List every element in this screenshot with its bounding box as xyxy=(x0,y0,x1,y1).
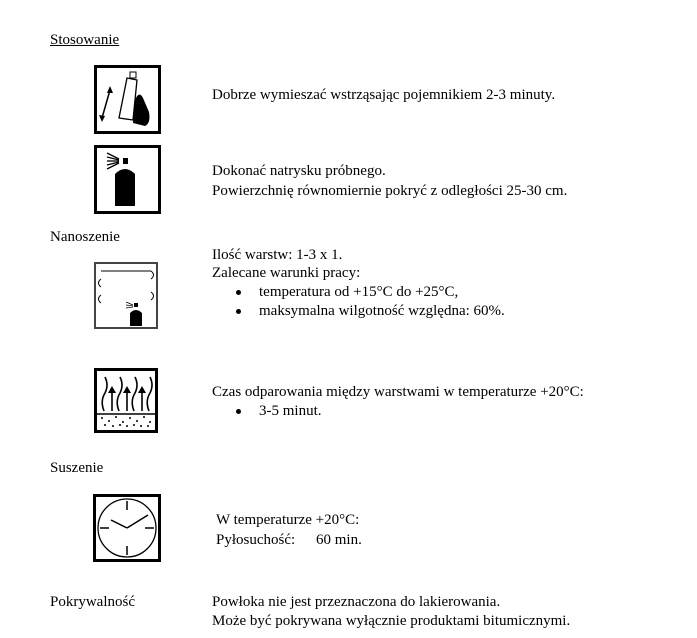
bullet xyxy=(236,290,241,295)
spray-can-icon xyxy=(94,145,161,214)
shake-can-icon xyxy=(94,65,161,134)
section-heading-nanoszenie: Nanoszenie xyxy=(50,229,120,245)
dust-dry-label: Pyłosuchość: xyxy=(216,532,296,548)
evaporation-time-text: Czas odparowania między warstwami w temperaturze +20°C: xyxy=(212,384,584,400)
condition-temperature: temperatura od +15°C do +25°C, xyxy=(259,284,459,300)
spray-pattern-icon xyxy=(94,262,158,329)
bullet xyxy=(236,409,241,414)
spray-distance-instruction: Powierzchnię równomiernie pokryć z odległości 25-30 cm. xyxy=(212,183,568,199)
clock-icon xyxy=(93,494,161,562)
section-heading-pokrywalnosc: Pokrywalność xyxy=(50,594,135,610)
evaporation-icon xyxy=(94,368,158,433)
conditions-label: Zalecane warunki pracy: xyxy=(212,265,361,281)
spray-test-instruction: Dokonać natrysku próbnego. xyxy=(212,163,386,179)
coverage-note-2: Może być pokrywana wyłącznie produktami bitumicznymi. xyxy=(212,613,571,629)
coverage-note-1: Powłoka nie jest przeznaczona do lakierowania. xyxy=(212,594,501,610)
bullet xyxy=(236,309,241,314)
section-heading-suszenie: Suszenie xyxy=(50,460,104,476)
section-heading-stosowanie: Stosowanie xyxy=(50,32,120,48)
dust-dry-value: 60 min. xyxy=(316,532,362,548)
shake-instruction: Dobrze wymieszać wstrząsając pojemnikiem 2-3 minuty. xyxy=(212,87,556,103)
condition-humidity: maksymalna wilgotność względna: 60%. xyxy=(259,303,505,319)
drying-temperature: W temperaturze +20°C: xyxy=(216,512,360,528)
layers-count: Ilość warstw: 1-3 x 1. xyxy=(212,247,343,263)
evaporation-time-value: 3-5 minut. xyxy=(259,403,322,419)
